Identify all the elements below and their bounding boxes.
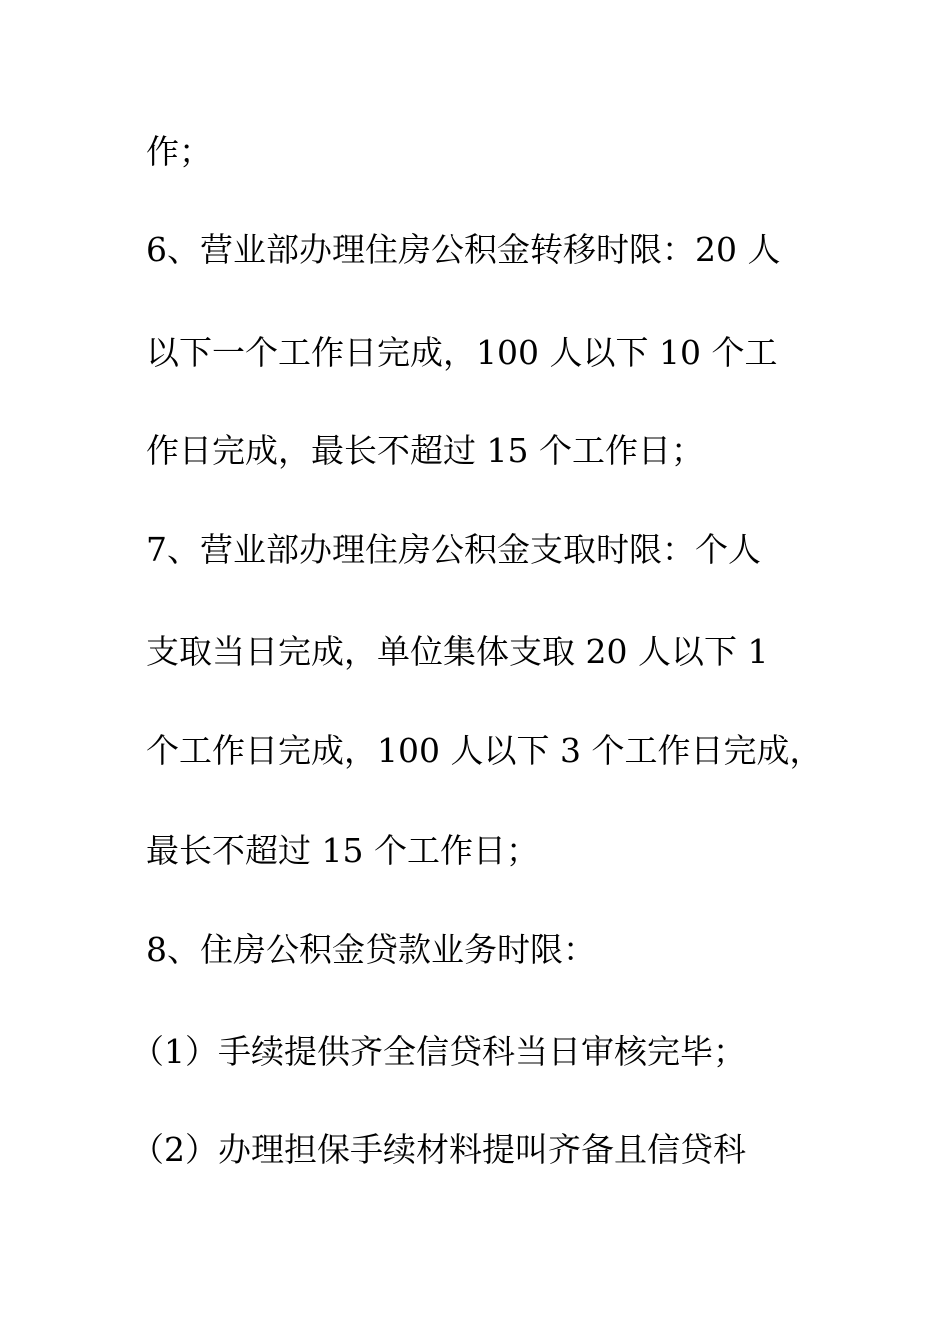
text-line: 8、住房公积金贷款业务时限： <box>146 930 596 969</box>
text-line: 6、营业部办理住房公积金转移时限：20 人 <box>146 230 781 269</box>
text-line: 最长不超过 15 个工作日； <box>146 831 539 870</box>
text-line: 7、营业部办理住房公积金支取时限：个人 <box>146 530 761 569</box>
text-line: 支取当日完成，单位集体支取 20 人以下 1 <box>146 632 769 671</box>
text-line: 作； <box>146 132 212 171</box>
text-line: 个工作日完成，100 人以下 3 个工作日完成， <box>146 731 823 770</box>
text-line: （1）手续提供齐全信贷科当日审核完毕； <box>131 1032 746 1071</box>
text-line: 以下一个工作日完成，100 人以下 10 个工 <box>146 333 778 372</box>
text-line: （2）办理担保手续材料提叫齐备且信贷科 <box>131 1130 746 1169</box>
text-line: 作日完成，最长不超过 15 个工作日； <box>146 431 704 470</box>
